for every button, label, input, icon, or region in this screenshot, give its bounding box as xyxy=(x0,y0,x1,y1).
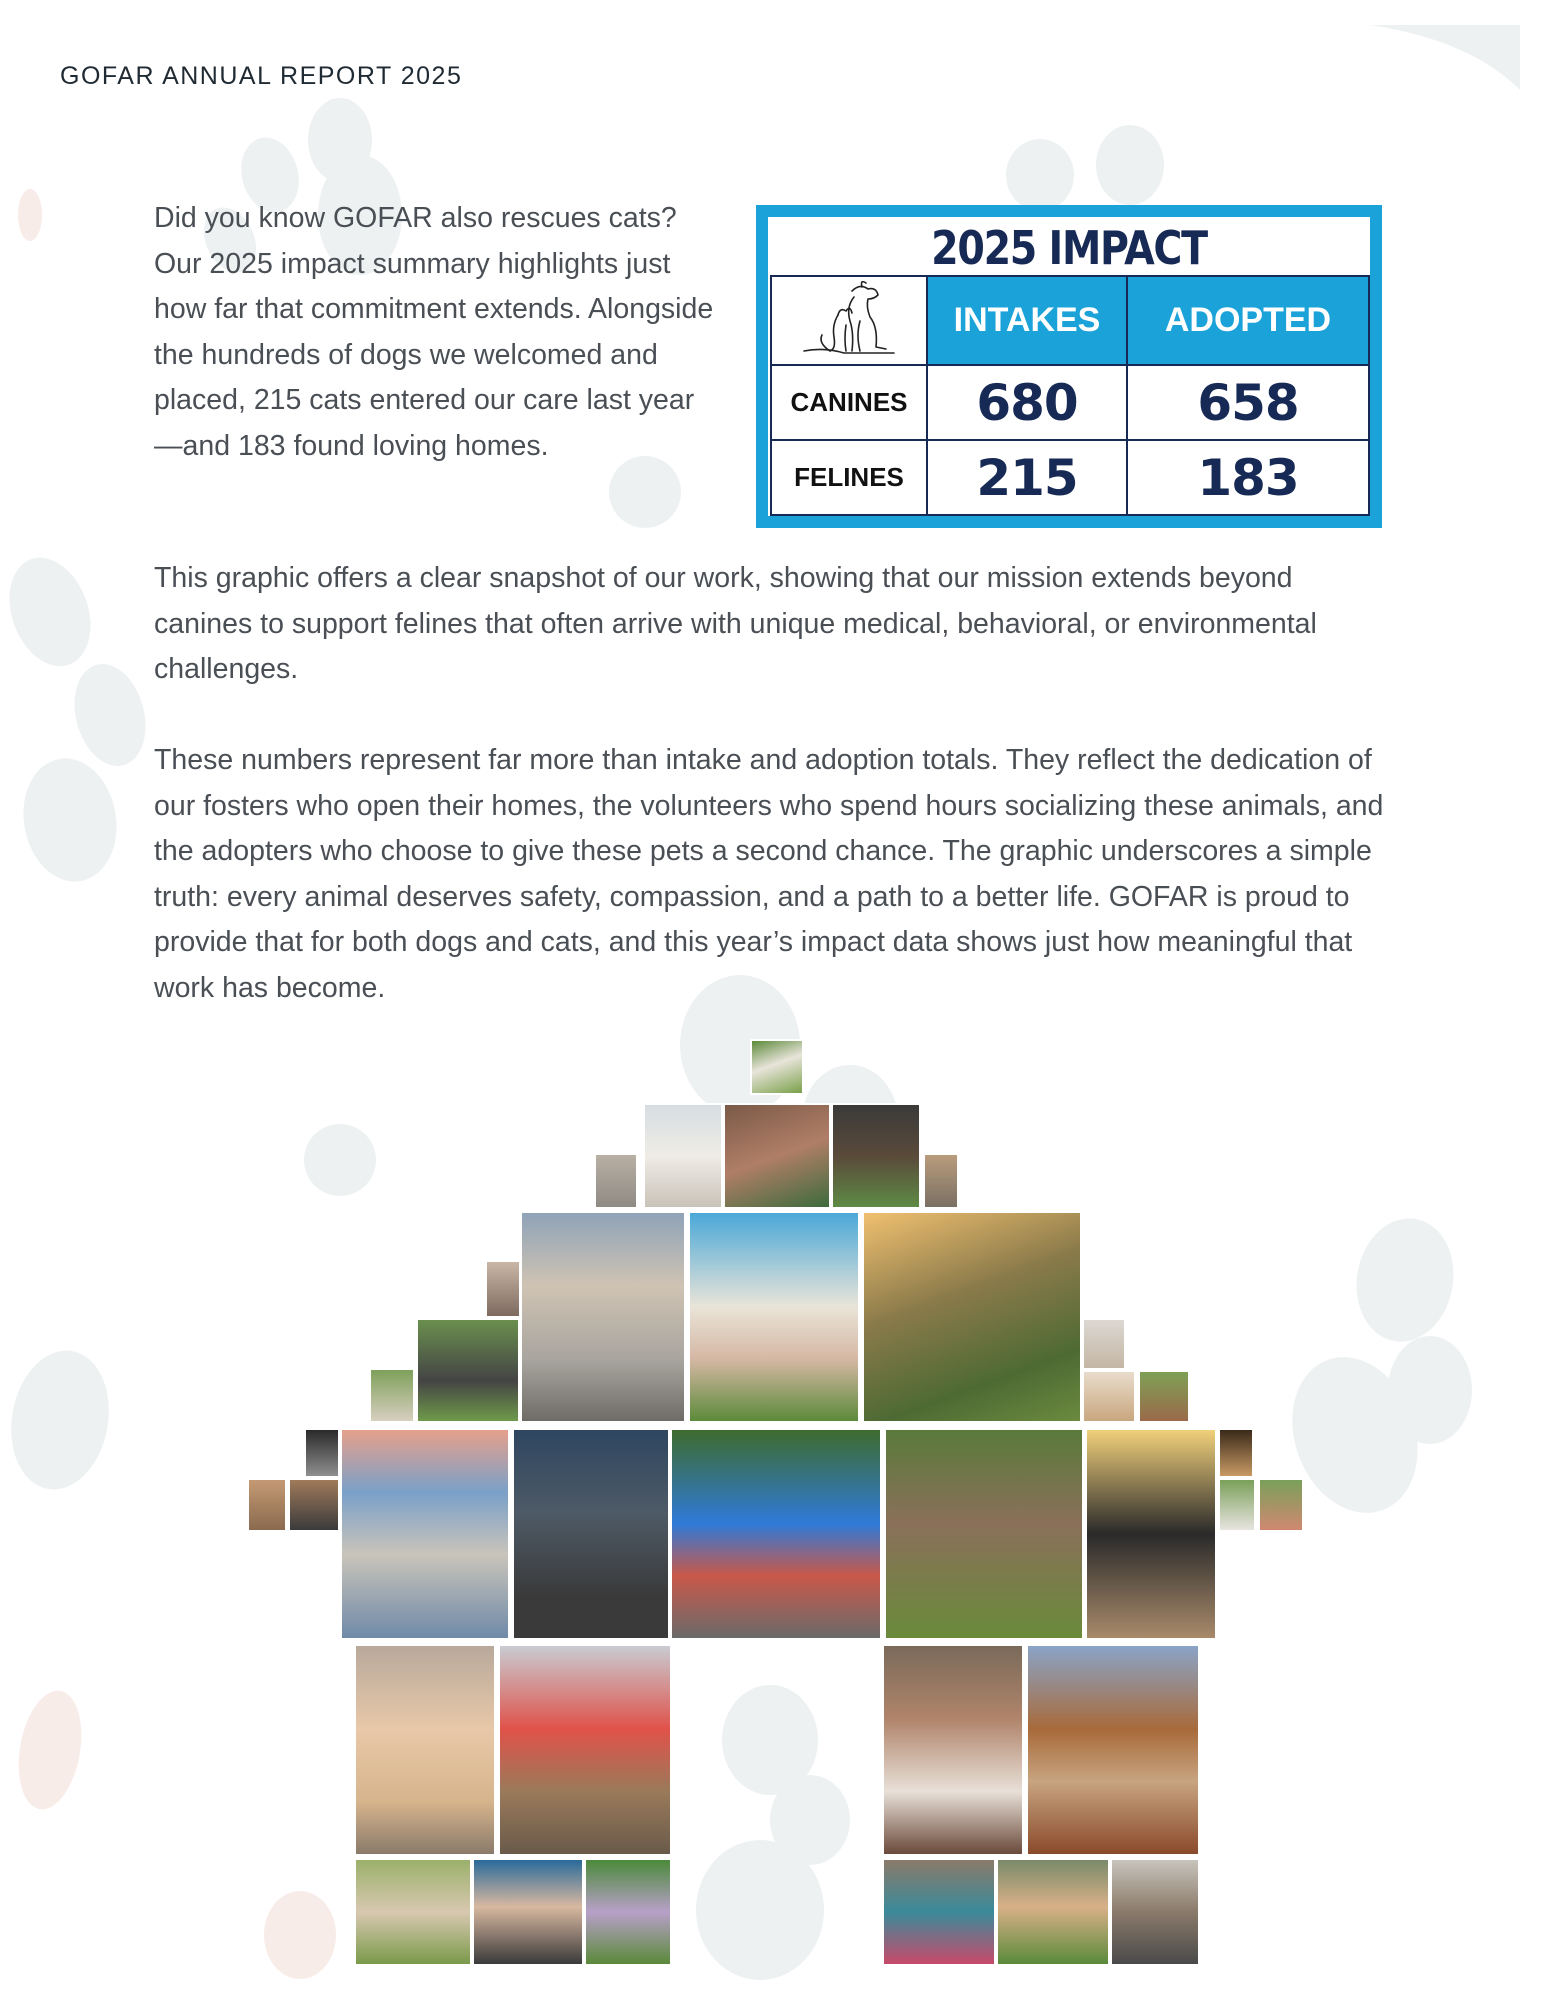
felines-intakes: 215 xyxy=(927,440,1127,515)
dog-photo xyxy=(514,1430,668,1638)
snapshot-paragraph: This graphic offers a clear snapshot of our work, showing that our mission extends beyond canines to support felines that often arrive with unique medical, behavioral, or environmental challenges. xyxy=(154,562,1317,685)
intro-paragraph: Did you know GOFAR also rescues cats? Our 2025 impact summary highlights just how far that commitment extends. Alongside the hundreds of dogs we welcomed and placed, 215 cats entered our care last year—and 183 found loving homes. xyxy=(154,202,714,462)
dog-photo xyxy=(998,1860,1108,1964)
people-with-dog-photo xyxy=(672,1430,880,1638)
dog-photo xyxy=(586,1860,670,1964)
person-with-dog-photo xyxy=(864,1213,1080,1421)
person-photo xyxy=(487,1262,519,1316)
numbers-paragraph: These numbers represent far more than intake and adoption totals. They reflect the dedication of our fosters who open their homes, the volunteers who spend hours socializing these animals, and the adopters who choose to give these pets a second chance. The graphic underscores a simple truth: every animal deserves safety, compassion, and a path to a better life. GOFAR is proud to provide that for both dogs and cats, and this year’s impact data shows just how meaningful that work has become. xyxy=(154,744,1384,1004)
dog-photo xyxy=(725,1105,829,1207)
dog-photo xyxy=(1084,1320,1124,1368)
cat-photo xyxy=(1220,1430,1252,1476)
dog-photo xyxy=(1260,1480,1302,1530)
canines-adopted: 658 xyxy=(1127,365,1369,440)
dog-photo xyxy=(690,1213,858,1421)
column-header-adopted: ADOPTED xyxy=(1127,276,1369,365)
felines-adopted: 183 xyxy=(1127,440,1369,515)
dog-photo xyxy=(645,1105,721,1207)
row-label-canines: CANINES xyxy=(771,365,927,440)
row-label-felines: FELINES xyxy=(771,440,927,515)
person-with-dog-photo xyxy=(884,1860,994,1964)
cat-photo xyxy=(306,1430,338,1476)
people-with-dog-photo xyxy=(500,1646,670,1854)
cat-photo xyxy=(356,1646,494,1854)
impact-grid xyxy=(770,275,1370,516)
dog-photo xyxy=(884,1646,1022,1854)
person-with-dogs-photo xyxy=(1028,1646,1198,1854)
dog-photo xyxy=(886,1430,1082,1638)
people-with-dog-photo xyxy=(474,1860,582,1964)
people-with-dog-photo xyxy=(342,1430,508,1638)
dog-photo xyxy=(418,1320,518,1421)
dog-and-cat-line-icon xyxy=(794,277,904,359)
dog-photo xyxy=(752,1041,802,1093)
canines-intakes: 680 xyxy=(927,365,1127,440)
column-header-intakes: INTAKES xyxy=(927,276,1127,365)
dog-photo xyxy=(1220,1480,1254,1530)
pet-photo-collage-house xyxy=(0,1030,1545,2000)
dog-photo xyxy=(249,1480,285,1530)
dog-photo xyxy=(371,1370,413,1421)
corner-cell xyxy=(771,276,927,365)
dog-photo xyxy=(1112,1860,1198,1964)
dog-photo xyxy=(1140,1372,1188,1421)
report-header: GOFAR ANNUAL REPORT 2025 xyxy=(60,62,463,90)
people-with-dog-photo xyxy=(290,1480,338,1530)
impact-summary-table xyxy=(756,205,1382,528)
people-with-cat-photo xyxy=(522,1213,684,1421)
dog-photo xyxy=(1084,1372,1134,1421)
dog-photo xyxy=(356,1860,470,1964)
impact-title: 2025 IMPACT xyxy=(931,221,1207,275)
dog-photo xyxy=(1087,1430,1215,1638)
dog-photo xyxy=(925,1155,957,1207)
cat-photo xyxy=(596,1155,636,1207)
dog-photo xyxy=(833,1105,919,1207)
